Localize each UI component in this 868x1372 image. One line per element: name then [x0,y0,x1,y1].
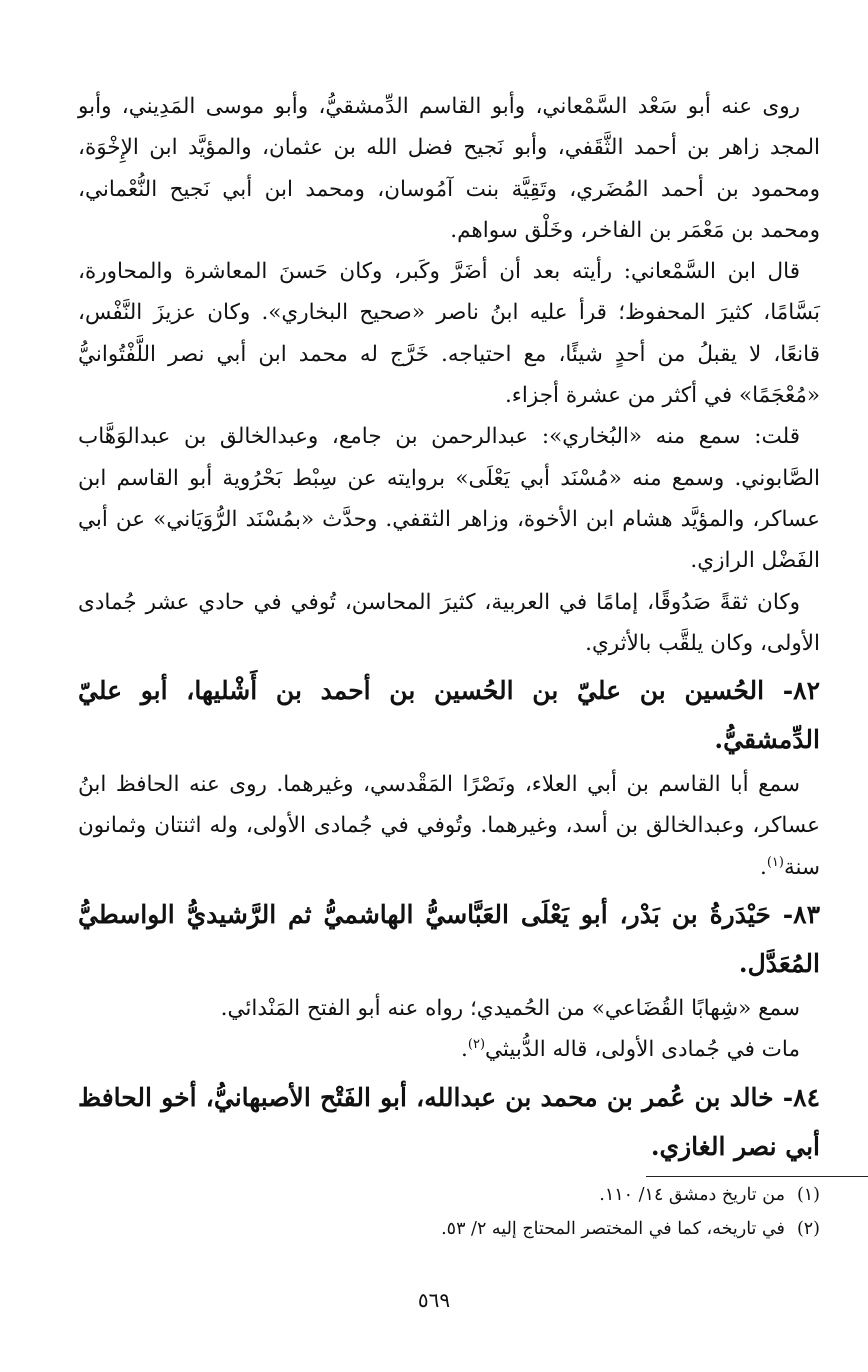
footnote-separator [646,1176,868,1177]
footnote-number: (٢) [796,1219,820,1239]
paragraph-text: سمع «شِهابًا القُضَاعي» من الحُميدي؛ رواه عنه أبو الفتح المَنْدائي. [220,996,800,1022]
body-paragraph [78,764,820,888]
body-paragraph [78,416,820,581]
paragraph-tail: . [759,854,767,880]
paragraph-text: ٨٤- خالد بن عُمر بن محمد بن عبدالله، أبو الفَتْح الأصبهانيُّ، أخو الحافظ أبي نصر الغازي. [78,1082,820,1161]
entry-heading [78,1073,820,1171]
entry-heading [78,666,820,764]
paragraph-text: ٨٢- الحُسين بن عليّ بن الحُسين بن أحمد بن أَشْليها، أبو عليّ الدِّمشقيُّ. [78,676,820,755]
footnote [78,1212,820,1246]
body-paragraph [78,988,820,1029]
body-paragraph [78,251,820,416]
paragraph-tail: . [461,1037,468,1063]
footnote-list [78,1178,820,1246]
paragraph-text: وكان ثقةً صَدُوقًا، إمامًا في العربية، كثيرَ المحاسن، تُوفي في حادي عشر جُمادى الأولى، وكان يلقَّب بالأثري. [78,589,820,656]
page-body [78,86,820,1171]
footnote-number: (١) [796,1185,820,1205]
entry-heading [78,890,820,988]
body-paragraph [78,582,820,665]
paragraph-text: ٨٣- حَيْدَرةُ بن بَدْر، أبو يَعْلَى العَبَّاسيُّ الهاشميُّ ثم الرَّشيديُّ الواسطيُّ المُعَدَّل. [78,900,820,979]
paragraph-text: مات في جُمادى الأولى، قاله الدُّبيثي [485,1037,800,1063]
paragraph-text: روى عنه أبو سَعْد السَّمْعاني، وأبو القاسم الدِّمشقيُّ، وأبو موسى المَدِيني، وأبو المجد زاهر بن أحمد الثَّقَفي، وأبو نَجيح فضل الله بن عثمان، والمؤيَّد ابن الإِخْوَة، ومحمود بن أحمد المُضَري، وتَقِيَّة بنت آمُوسان، ومحمد ابن أبي نَجيح النُّعْماني، ومحمد بن مَعْمَر بن الفاخر، وخَلْق سواهم. [78,94,820,243]
body-paragraph [78,86,820,251]
body-paragraph [78,1029,820,1070]
footnotes [78,1178,820,1246]
paragraph-text: قلت: سمع منه «البُخاري»: عبدالرحمن بن جامع، وعبدالخالق بن عبدالوَهَّاب الصَّابوني. وسمع منه «مُسْنَد أبي يَعْلَى» بروايته عن سِبْط بَحْرُوية أبو القاسم ابن عساكر، والمؤيَّد هشام ابن الأخوة، وزاهر الثقفي. وحدَّث «بمُسْنَد الرُّوَيَاني» عن أبي الفَضْل الرازي. [78,424,820,574]
footnote-reference[interactable]: (١) [766,854,784,870]
page-number: ٥٦٩ [417,1288,451,1312]
paragraph-text: قال ابن السَّمْعاني: رأيته بعد أن أضَرَّ وكَبر، وكان حَسنَ المعاشرة والمحاورة، بَسَّامًا، كثيرَ المحفوظ؛ قرأ عليه ابنُ ناصر «صحيح البخاري». وكان عزيزَ النَّفْس، قانعًا، لا يقبلُ من أحدٍ شيئًا، مع احتياجه. خَرَّج له محمد ابن أبي نصر اللَّفْتُوانيُّ «مُعْجَمًا» في أكثر من عشرة أجزاء. [78,259,820,409]
footnote [78,1178,820,1212]
footnote-text: في تاريخه، كما في المختصر المحتاج إليه ٢/ ٥٣. [441,1219,785,1239]
footnote-reference[interactable]: (٢) [467,1037,486,1053]
paragraph-text: سمع أبا القاسم بن أبي العلاء، ونَصْرًا المَقْدسي، وغيرهما. روى عنه الحافظ ابنُ عساكر، وعبدالخالق بن أسد، وغيرهما. وتُوفي في جُمادى الأولى، وله اثنتان وثمانون سنة [78,772,820,880]
footnote-text: من تاريخ دمشق ١٤/ ١١٠. [599,1185,785,1205]
